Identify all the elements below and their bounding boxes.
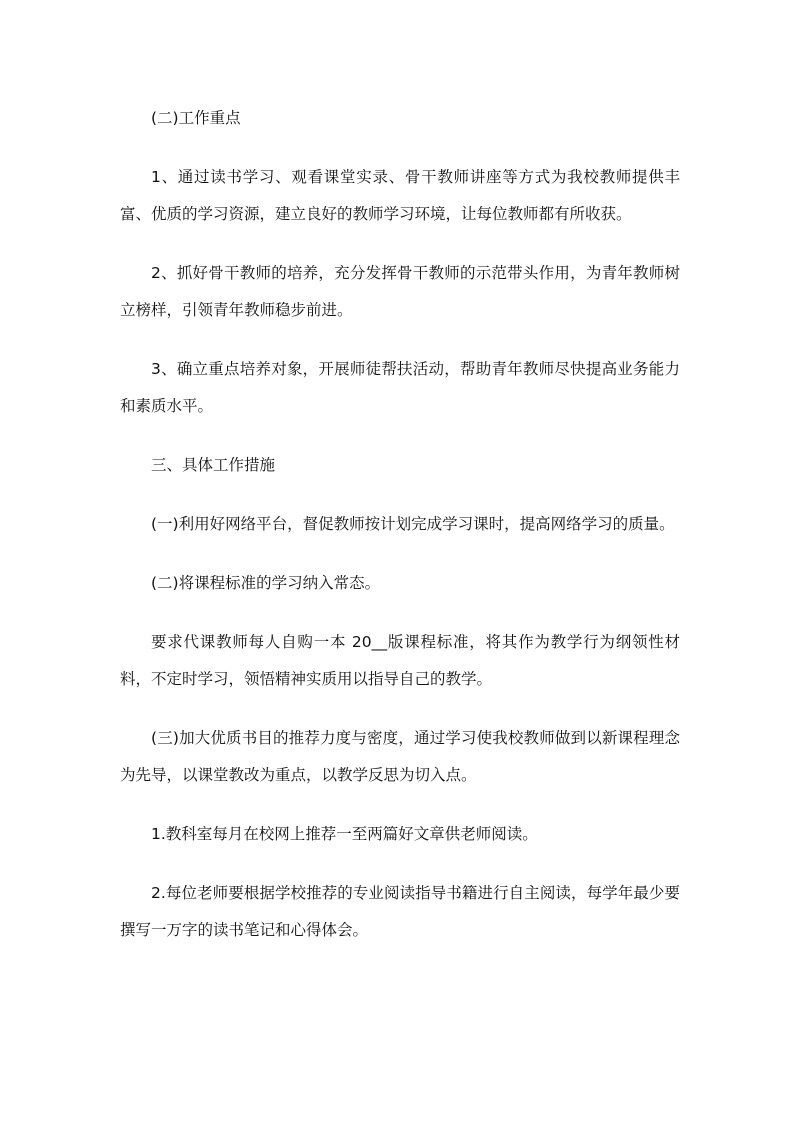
paragraph-focus-1: 1、通过读书学习、观看课堂实录、骨干教师讲座等方式为我校教师提供丰富、优质的学习资源，建立良好的教师学习环境，让每位教师都有所收获。 [120, 168, 680, 223]
paragraph-measure-1: (一)利用好网络平台，督促教师按计划完成学习课时，提高网络学习的质量。 [151, 515, 675, 533]
paragraph-focus-3: 3、确立重点培养对象，开展师徒帮扶活动，帮助青年教师尽快提高业务能力和素质水平。 [120, 360, 680, 415]
paragraph-measure-2: (二)将课程标准的学习纳入常态。 [151, 574, 381, 592]
paragraph-focus-2: 2、抓好骨干教师的培养，充分发挥骨干教师的示范带头作用，为青年教师树立榜样，引领青年教师稳步前进。 [120, 264, 680, 319]
paragraph-measure-3-item-1: 1.教科室每月在校网上推荐一至两篇好文章供老师阅读。 [151, 825, 538, 843]
section-heading-work-focus: (二)工作重点 [151, 109, 241, 127]
paragraph-measure-3: (三)加大优质书目的推荐力度与密度，通过学习使我校教师做到以新课程理念为先导，以课堂教改为重点，以教学反思为切入点。 [120, 729, 680, 784]
section-heading-measures: 三、具体工作措施 [151, 456, 276, 474]
paragraph-measure-3-item-2: 2.每位老师要根据学校推荐的专业阅读指导书籍进行自主阅读，每学年最少要撰写一万字的读书笔记和心得体会。 [120, 884, 680, 939]
document-body [120, 100, 680, 971]
paragraph-measure-2-detail: 要求代课教师每人自购一本 20__版课程标准，将其作为教学行为纲领性材料，不定时学习，领悟精神实质用以指导自己的教学。 [120, 633, 680, 688]
